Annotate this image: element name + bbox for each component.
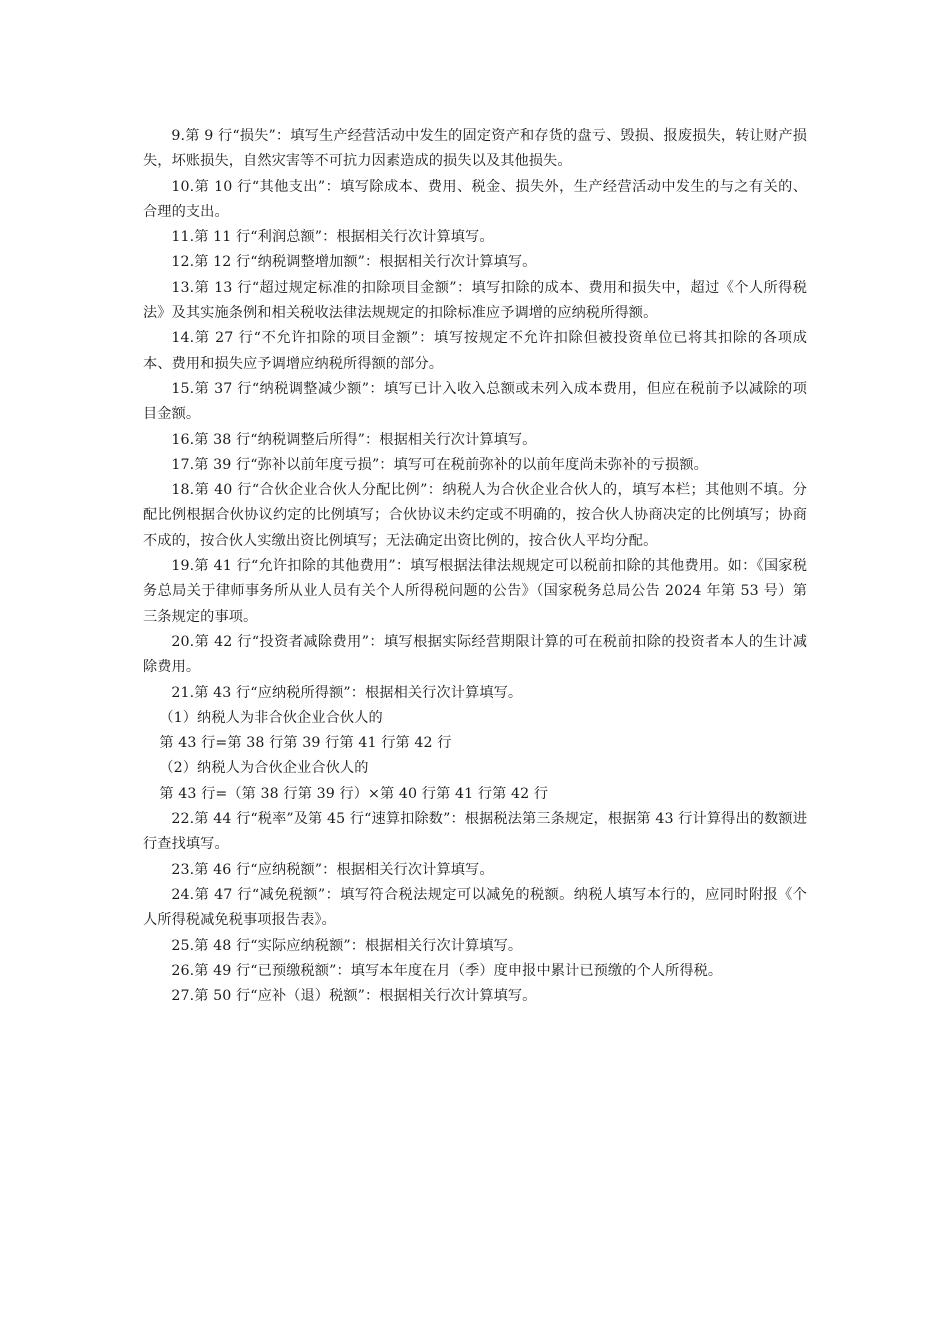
paragraph-item-18: 18.第 40 行“合伙企业合伙人分配比例”：纳税人为合伙企业合伙人的，填写本栏；其他则不填。分配比例根据合伙协议约定的比例填写；合伙协议未约定或不明确的，按合伙人协商决定的比例填写；协商不成的，按合伙人实缴出资比例填写；无法确定出资比例的，按合伙人平均分配。	[143, 482, 807, 549]
paragraph-item-25: 25.第 48 行“实际应纳税额”：根据相关行次计算填写。	[171, 937, 523, 954]
paragraph-item-26: 26.第 49 行“已预缴税额”：填写本年度在月（季）度申报中累计已预缴的个人所得税。	[171, 962, 723, 979]
paragraph-item-14: 14.第 27 行“不允许扣除的项目金额”：填写按规定不允许扣除但被投资单位已将其扣除的各项成本、费用和损失应予调增应纳税所得额的部分。	[143, 330, 807, 372]
paragraph-subcase-1: （1）纳税人为非合伙企业合伙人的	[159, 709, 383, 726]
formula-line-1: 第 43 行=第 38 行第 39 行第 41 行第 42 行	[159, 735, 452, 752]
paragraph-item-16: 16.第 38 行“纳税调整后所得”：根据相关行次计算填写。	[171, 431, 537, 448]
paragraph-item-27: 27.第 50 行“应补（退）税额”：根据相关行次计算填写。	[171, 988, 537, 1005]
document-body	[143, 124, 807, 1009]
paragraph-item-24: 24.第 47 行“减免税额”：填写符合税法规定可以减免的税额。纳税人填写本行的，应同时附报《个人所得税减免税事项报告表》。	[143, 886, 807, 929]
paragraph-item-19: 19.第 41 行“允许扣除的其他费用”：填写根据法律法规规定可以税前扣除的其他费用。如：《国家税务总局关于律师事务所从业人员有关个人所得税问题的公告》（国家税务总局公告 2024 年第 53 号）第三条规定的事项。	[143, 558, 807, 625]
paragraph-item-20: 20.第 42 行“投资者减除费用”：填写根据实际经营期限计算的可在税前扣除的投资者本人的生计减除费用。	[143, 633, 807, 676]
paragraph-item-15: 15.第 37 行“纳税调整减少额”：填写已计入收入总额或未列入成本费用，但应在税前予以减除的项目金额。	[143, 380, 807, 423]
paragraph-item-17: 17.第 39 行“弥补以前年度亏损”：填写可在税前弥补的以前年度尚未弥补的亏损额。	[171, 456, 708, 473]
paragraph-item-9: 9.第 9 行“损失”：填写生产经营活动中发生的固定资产和存货的盘亏、毁损、报废损失，转让财产损失，坏账损失，自然灾害等不可抗力因素造成的损失以及其他损失。	[143, 128, 807, 170]
formula-line-2: 第 43 行=（第 38 行第 39 行）×第 40 行第 41 行第 42 行	[159, 785, 549, 802]
paragraph-item-10: 10.第 10 行“其他支出”：填写除成本、费用、税金、损失外，生产经营活动中发生的与之有关的、合理的支出。	[143, 178, 807, 220]
paragraph-item-23: 23.第 46 行“应纳税额”：根据相关行次计算填写。	[171, 861, 494, 878]
paragraph-subcase-2: （2）纳税人为合伙企业合伙人的	[159, 760, 369, 777]
paragraph-item-12: 12.第 12 行“纳税调整增加额”：根据相关行次计算填写。	[171, 254, 537, 271]
paragraph-item-22: 22.第 44 行“税率”及第 45 行“速算扣除数”：根据税法第三条规定，根据第 43 行计算得出的数额进行查找填写。	[143, 811, 807, 853]
paragraph-item-21: 21.第 43 行“应纳税所得额”：根据相关行次计算填写。	[171, 684, 523, 701]
paragraph-item-13: 13.第 13 行“超过规定标准的扣除项目金额”：填写扣除的成本、费用和损失中，超过《个人所得税法》及其实施条例和相关税收法律法规规定的扣除标准应予调增的应纳税所得额。	[143, 279, 807, 322]
paragraph-item-11: 11.第 11 行“利润总额”：根据相关行次计算填写。	[171, 229, 494, 246]
